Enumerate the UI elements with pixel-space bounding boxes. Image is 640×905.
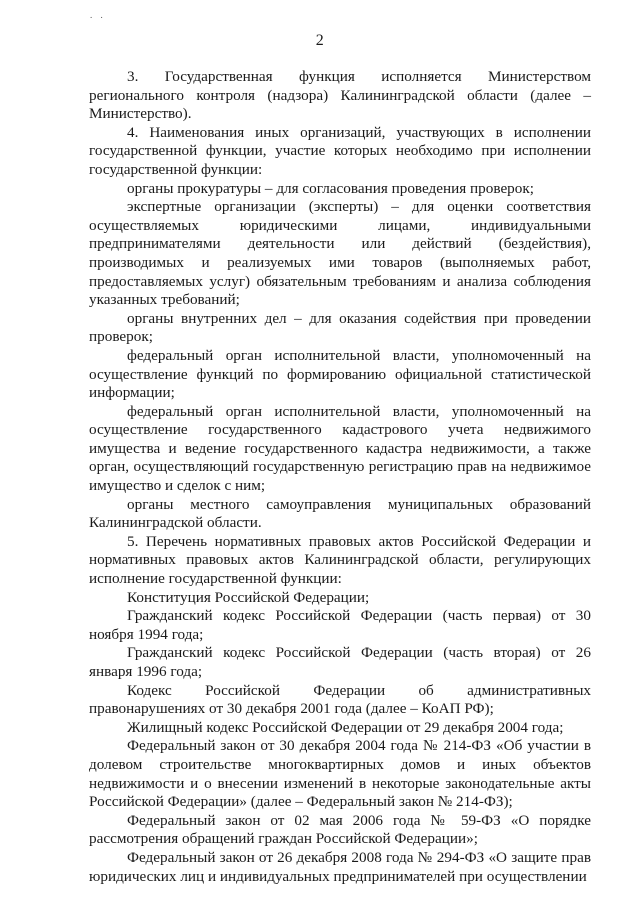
document-body <box>89 68 591 886</box>
list-item-cadastre: федеральный орган исполнительной власти, уполномоченный на осуществление государственного кадастрового учета недвижимого имущества и ведение государственного кадастра недвижимости, а также орган, осуществляющий государственную регистрацию прав на недвижимое имущество и сделок с ним; <box>89 402 591 495</box>
law-item-civil-code-2: Гражданский кодекс Российской Федерации (часть вторая) от 26 января 1996 года; <box>89 644 591 680</box>
paragraph-3: 3. Государственная функция исполняется Министерством регионального контроля (надзора) Калининградской области (далее – Министерство). <box>89 68 591 123</box>
list-item-local-government: органы местного самоуправления муниципальных образований Калининградской области. <box>89 495 591 532</box>
paragraph-5: 5. Перечень нормативных правовых актов Российской Федерации и нормативных правовых актов Калининградской области, регулирующих исполнение государственной функции: <box>89 532 591 588</box>
list-item-experts: экспертные организации (эксперты) – для оценки соответствия осуществляемых юридическими лицами, индивидуальными предпринимателями деятельности или действий (бездействия), производимых и реализуемых ими товаров (выполняемых работ, предоставляемых услуг) обязательным требованиям и анализа соблюдения указанных требований; <box>89 198 591 309</box>
paragraph-4: 4. Наименования иных организаций, участвующих в исполнении государственной функции, участие которых необходимо при исполнении государственной функции: <box>89 123 591 178</box>
law-item-constitution: Конституция Российской Федерации; <box>127 588 370 606</box>
page-number: 2 <box>315 32 325 49</box>
list-item-statistics: федеральный орган исполнительной власти, уполномоченный на осуществление функций по формированию официальной статистической информации; <box>89 346 591 402</box>
law-item-294-fz: Федеральный закон от 26 декабря 2008 года № 294-ФЗ «О защите прав юридических лиц и индивидуальных предпринимателей при осуществлении <box>89 848 591 885</box>
law-item-59-fz: Федеральный закон от 02 мая 2006 года № 59-ФЗ «О порядке рассмотрения обращений граждан Российской Федерации»; <box>89 811 591 848</box>
law-item-koap: Кодекс Российской Федерации об административных правонарушениях от 30 декабря 2001 года (далее – КоАП РФ); <box>89 681 591 718</box>
law-item-civil-code-1: Гражданский кодекс Российской Федерации (часть первая) от 30 ноября 1994 года; <box>89 607 591 643</box>
law-item-housing-code: Жилищный кодекс Российской Федерации от 29 декабря 2004 года; <box>127 718 564 736</box>
list-item-prosecution: органы прокуратуры – для согласования проведения проверок; <box>127 179 534 197</box>
list-item-internal-affairs: органы внутренних дел – для оказания содействия при проведении проверок; <box>89 309 591 346</box>
scan-mark: . . <box>90 10 106 20</box>
law-item-214-fz: Федеральный закон от 30 декабря 2004 года № 214-ФЗ «Об участии в долевом строительстве многоквартирных домов и иных объектов недвижимости и о внесении изменений в некоторые законодательные акты Российской Федерации» (далее – Федеральный закон № 214-ФЗ); <box>89 737 591 811</box>
